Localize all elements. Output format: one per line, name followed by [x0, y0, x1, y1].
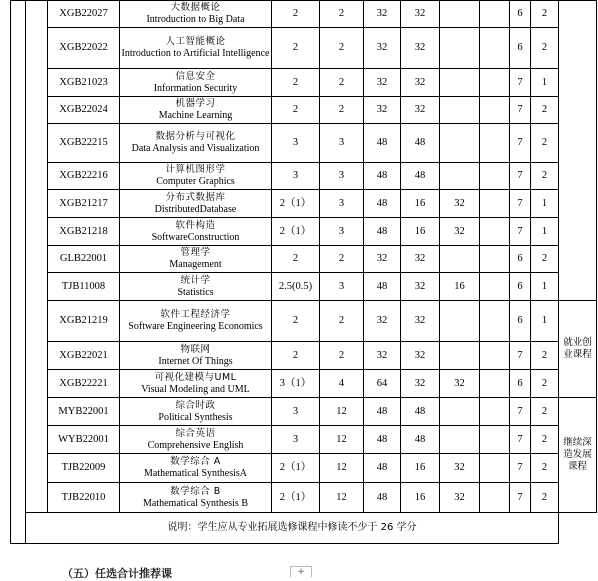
credit-cell: 2 — [272, 342, 320, 370]
total-hours-cell: 48 — [364, 483, 401, 513]
course-name — [120, 28, 272, 69]
lab-hours-cell — [440, 97, 480, 124]
semester-cell: 7 — [510, 190, 531, 218]
total-hours-cell: 48 — [364, 218, 401, 246]
credit-cell: 3（1） — [272, 370, 320, 398]
course-name — [120, 69, 272, 97]
practice-hours-cell — [480, 426, 510, 454]
table-row — [11, 273, 597, 301]
practice-hours-cell — [480, 124, 510, 163]
credit-cell: 2.5(0.5) — [272, 273, 320, 301]
table-row — [11, 28, 597, 69]
weekly-hours-cell: 3 — [320, 218, 364, 246]
weekly-hours-cell: 4 — [320, 370, 364, 398]
course-name-cn: 综合时政 — [175, 399, 216, 411]
practice-hours-cell — [480, 190, 510, 218]
weekly-hours-cell: 2 — [320, 28, 364, 69]
table-row — [11, 190, 597, 218]
course-code: XGB21023 — [48, 69, 120, 97]
course-name-cn: 人工智能概论 — [165, 36, 226, 47]
exam-type-cell: 1 — [531, 218, 559, 246]
group-label-further-study: 继续深造发展课程 — [559, 398, 597, 513]
lecture-hours-cell: 16 — [401, 483, 440, 513]
semester-cell: 7 — [510, 69, 531, 97]
total-hours-cell: 48 — [364, 398, 401, 426]
course-name-cn: 计算机图形学 — [165, 164, 226, 175]
course-name-cn: 信息安全 — [175, 70, 216, 82]
course-code: XGB21219 — [48, 301, 120, 342]
course-code: XGB22024 — [48, 97, 120, 124]
lecture-hours-cell: 16 — [401, 218, 440, 246]
total-hours-cell: 32 — [364, 246, 401, 273]
lab-hours-cell — [440, 342, 480, 370]
lecture-hours-cell: 32 — [401, 246, 440, 273]
lab-hours-cell: 16 — [440, 273, 480, 301]
semester-cell: 6 — [510, 301, 531, 342]
course-name-en: DistributedDatabase — [154, 203, 237, 215]
table-row — [11, 246, 597, 273]
semester-cell: 6 — [510, 246, 531, 273]
course-name-cn: 软件工程经济学 — [160, 309, 231, 320]
weekly-hours-cell: 2 — [320, 301, 364, 342]
weekly-hours-cell: 3 — [320, 163, 364, 190]
practice-hours-cell — [480, 1, 510, 28]
note-row — [11, 513, 597, 544]
section-heading-partial: （五）任选合计推荐课 — [62, 567, 172, 580]
course-name-en: Management — [169, 259, 222, 270]
exam-type-cell: 1 — [531, 301, 559, 342]
table-row — [11, 1, 597, 28]
weekly-hours-cell: 2 — [320, 342, 364, 370]
total-hours-cell: 48 — [364, 163, 401, 190]
practice-hours-cell — [480, 218, 510, 246]
practice-hours-cell — [480, 398, 510, 426]
credit-cell: 2（1） — [272, 218, 320, 246]
lecture-hours-cell: 16 — [401, 454, 440, 483]
credit-cell: 2 — [272, 1, 320, 28]
exam-type-cell: 2 — [531, 398, 559, 426]
course-name-cn: 管理学 — [180, 247, 211, 258]
total-hours-cell: 32 — [364, 342, 401, 370]
course-name-cn: 机器学习 — [175, 98, 216, 109]
exam-type-cell: 2 — [531, 483, 559, 513]
practice-hours-cell — [480, 97, 510, 124]
total-hours-cell: 48 — [364, 190, 401, 218]
semester-cell: 6 — [510, 28, 531, 69]
course-name-cn: 统计学 — [180, 274, 211, 286]
weekly-hours-cell: 12 — [320, 398, 364, 426]
semester-cell: 7 — [510, 218, 531, 246]
course-name-en: Computer Graphics — [156, 176, 235, 187]
course-code: XGB22221 — [48, 370, 120, 398]
total-hours-cell: 32 — [364, 28, 401, 69]
exam-type-cell: 2 — [531, 370, 559, 398]
lecture-hours-cell: 32 — [401, 273, 440, 301]
table-add-handle[interactable]: + — [290, 566, 312, 577]
course-code: XGB21217 — [48, 190, 120, 218]
total-hours-cell: 32 — [364, 301, 401, 342]
semester-cell: 7 — [510, 97, 531, 124]
lecture-hours-cell: 32 — [401, 28, 440, 69]
lab-hours-cell — [440, 246, 480, 273]
lab-hours-cell — [440, 28, 480, 69]
semester-cell: 6 — [510, 273, 531, 301]
group-label-employment: 就业创业课程 — [559, 301, 597, 398]
weekly-hours-cell: 12 — [320, 483, 364, 513]
total-hours-cell: 48 — [364, 454, 401, 483]
course-name-en: Internet Of Things — [158, 355, 233, 367]
weekly-hours-cell: 12 — [320, 454, 364, 483]
credit-cell: 3 — [272, 163, 320, 190]
left-margin-cell — [11, 1, 26, 544]
lab-hours-cell — [440, 426, 480, 454]
credit-cell: 2 — [272, 28, 320, 69]
table-row — [11, 426, 597, 454]
semester-cell: 6 — [510, 1, 531, 28]
credit-cell: 2（1） — [272, 190, 320, 218]
lab-hours-cell — [440, 301, 480, 342]
table-row — [11, 483, 597, 513]
total-hours-cell: 48 — [364, 273, 401, 301]
course-name-en: Data Analysis and Visualization — [131, 143, 260, 154]
course-code: XGB22216 — [48, 163, 120, 190]
lecture-hours-cell: 32 — [401, 97, 440, 124]
course-name — [120, 370, 272, 398]
table-row — [11, 163, 597, 190]
weekly-hours-cell: 3 — [320, 124, 364, 163]
course-name — [120, 273, 272, 301]
lecture-hours-cell: 16 — [401, 190, 440, 218]
lab-hours-cell — [440, 69, 480, 97]
course-name — [120, 483, 272, 513]
course-code: WYB22001 — [48, 426, 120, 454]
course-code: XGB21218 — [48, 218, 120, 246]
semester-cell: 7 — [510, 398, 531, 426]
lab-hours-cell: 32 — [440, 483, 480, 513]
course-name — [120, 454, 272, 483]
practice-hours-cell — [480, 454, 510, 483]
course-name-cn: 可视化建模与UML — [154, 371, 237, 383]
practice-hours-cell — [480, 342, 510, 370]
credit-cell: 2（1） — [272, 483, 320, 513]
table-row — [11, 69, 597, 97]
lab-hours-cell: 32 — [440, 454, 480, 483]
weekly-hours-cell: 2 — [320, 97, 364, 124]
total-hours-cell: 48 — [364, 426, 401, 454]
credit-cell: 2（1） — [272, 454, 320, 483]
semester-cell: 7 — [510, 483, 531, 513]
exam-type-cell: 2 — [531, 28, 559, 69]
lab-hours-cell: 32 — [440, 190, 480, 218]
credit-cell: 3 — [272, 426, 320, 454]
course-name-cn: 数学综合 B — [170, 485, 221, 497]
practice-hours-cell — [480, 246, 510, 273]
course-code: MYB22001 — [48, 398, 120, 426]
course-name-cn: 综合英语 — [175, 427, 216, 439]
course-name-en: Introduction to Artificial Intelligence — [121, 48, 270, 59]
weekly-hours-cell: 2 — [320, 1, 364, 28]
table-row — [11, 342, 597, 370]
table-row — [11, 398, 597, 426]
table-row — [11, 124, 597, 163]
course-name-en: Machine Learning — [158, 110, 233, 121]
credit-cell: 2 — [272, 97, 320, 124]
exam-type-cell: 1 — [531, 273, 559, 301]
course-name — [120, 218, 272, 246]
credit-cell: 3 — [272, 124, 320, 163]
total-hours-cell: 32 — [364, 1, 401, 28]
course-name — [120, 124, 272, 163]
course-name-cn: 大数据概论 — [170, 2, 221, 13]
course-code: XGB22215 — [48, 124, 120, 163]
total-hours-cell: 64 — [364, 370, 401, 398]
total-hours-cell: 32 — [364, 69, 401, 97]
course-name-cn: 数学综合 A — [170, 456, 221, 467]
total-hours-cell: 48 — [364, 124, 401, 163]
weekly-hours-cell: 12 — [320, 426, 364, 454]
credit-cell: 3 — [272, 398, 320, 426]
weekly-hours-cell: 3 — [320, 190, 364, 218]
course-code: TJB22009 — [48, 454, 120, 483]
exam-type-cell: 2 — [531, 124, 559, 163]
lecture-hours-cell: 48 — [401, 163, 440, 190]
semester-cell: 7 — [510, 163, 531, 190]
table-row — [11, 454, 597, 483]
course-code: GLB22001 — [48, 246, 120, 273]
weekly-hours-cell: 2 — [320, 246, 364, 273]
table-row — [11, 370, 597, 398]
course-name — [120, 301, 272, 342]
lecture-hours-cell: 48 — [401, 398, 440, 426]
weekly-hours-cell: 3 — [320, 273, 364, 301]
semester-cell: 7 — [510, 454, 531, 483]
course-name-cn: 软件构造 — [175, 219, 216, 231]
exam-type-cell: 1 — [531, 69, 559, 97]
lecture-hours-cell: 32 — [401, 342, 440, 370]
lecture-hours-cell: 32 — [401, 301, 440, 342]
semester-cell: 7 — [510, 426, 531, 454]
lab-hours-cell — [440, 163, 480, 190]
course-code: TJB22010 — [48, 483, 120, 513]
course-name-cn: 数据分析与可视化 — [155, 131, 236, 142]
lecture-hours-cell: 32 — [401, 69, 440, 97]
course-name-cn: 分布式数据库 — [165, 191, 226, 203]
semester-cell: 6 — [510, 370, 531, 398]
course-name-en: Visual Modeling and UML — [141, 383, 250, 395]
lab-hours-cell: 32 — [440, 370, 480, 398]
course-name-en: Software Engineering Economics — [128, 321, 263, 332]
course-name — [120, 398, 272, 426]
course-name — [120, 342, 272, 370]
course-code: XGB22022 — [48, 28, 120, 69]
note-text: 说明：学生应从专业拓展选修课程中修读不少于 26 学分 — [26, 513, 559, 544]
exam-type-cell: 2 — [531, 454, 559, 483]
course-name-cn: 物联网 — [180, 343, 211, 355]
semester-cell: 7 — [510, 342, 531, 370]
weekly-hours-cell: 2 — [320, 69, 364, 97]
credit-cell: 2 — [272, 301, 320, 342]
semester-cell: 7 — [510, 124, 531, 163]
course-name — [120, 97, 272, 124]
course-name-en: Statistics — [177, 286, 214, 298]
group-cell-empty — [559, 1, 597, 301]
course-table — [10, 0, 597, 544]
course-name — [120, 426, 272, 454]
table-row — [11, 97, 597, 124]
exam-type-cell: 1 — [531, 190, 559, 218]
practice-hours-cell — [480, 483, 510, 513]
table-row — [11, 301, 597, 342]
exam-type-cell: 2 — [531, 342, 559, 370]
lecture-hours-cell: 48 — [401, 426, 440, 454]
course-name — [120, 246, 272, 273]
lecture-hours-cell: 32 — [401, 1, 440, 28]
total-hours-cell: 32 — [364, 97, 401, 124]
credit-cell: 2 — [272, 246, 320, 273]
course-name-en: SoftwareConstruction — [151, 231, 240, 243]
practice-hours-cell — [480, 28, 510, 69]
lecture-hours-cell: 48 — [401, 124, 440, 163]
course-name-en: Information Security — [153, 82, 238, 94]
exam-type-cell: 2 — [531, 163, 559, 190]
course-name — [120, 190, 272, 218]
lab-hours-cell — [440, 398, 480, 426]
course-code: XGB22027 — [48, 1, 120, 28]
practice-hours-cell — [480, 370, 510, 398]
table-row — [11, 218, 597, 246]
lab-hours-cell: 32 — [440, 218, 480, 246]
lab-hours-cell — [440, 124, 480, 163]
category-cell — [26, 1, 48, 513]
practice-hours-cell — [480, 301, 510, 342]
practice-hours-cell — [480, 163, 510, 190]
course-code: XGB22021 — [48, 342, 120, 370]
course-name-en: Comprehensive English — [147, 439, 244, 451]
exam-type-cell: 2 — [531, 426, 559, 454]
course-name — [120, 1, 272, 28]
practice-hours-cell — [480, 69, 510, 97]
course-code: TJB11008 — [48, 273, 120, 301]
course-name-en: Mathematical SynthesisA — [143, 468, 248, 479]
practice-hours-cell — [480, 273, 510, 301]
exam-type-cell: 2 — [531, 246, 559, 273]
exam-type-cell: 2 — [531, 97, 559, 124]
course-name-en: Mathematical Synthesis B — [143, 497, 248, 509]
course-name — [120, 163, 272, 190]
course-name-en: Introduction to Big Data — [146, 14, 245, 25]
lab-hours-cell — [440, 1, 480, 28]
lecture-hours-cell: 32 — [401, 370, 440, 398]
exam-type-cell: 2 — [531, 1, 559, 28]
credit-cell: 2 — [272, 69, 320, 97]
course-name-en: Political Synthesis — [158, 411, 233, 423]
